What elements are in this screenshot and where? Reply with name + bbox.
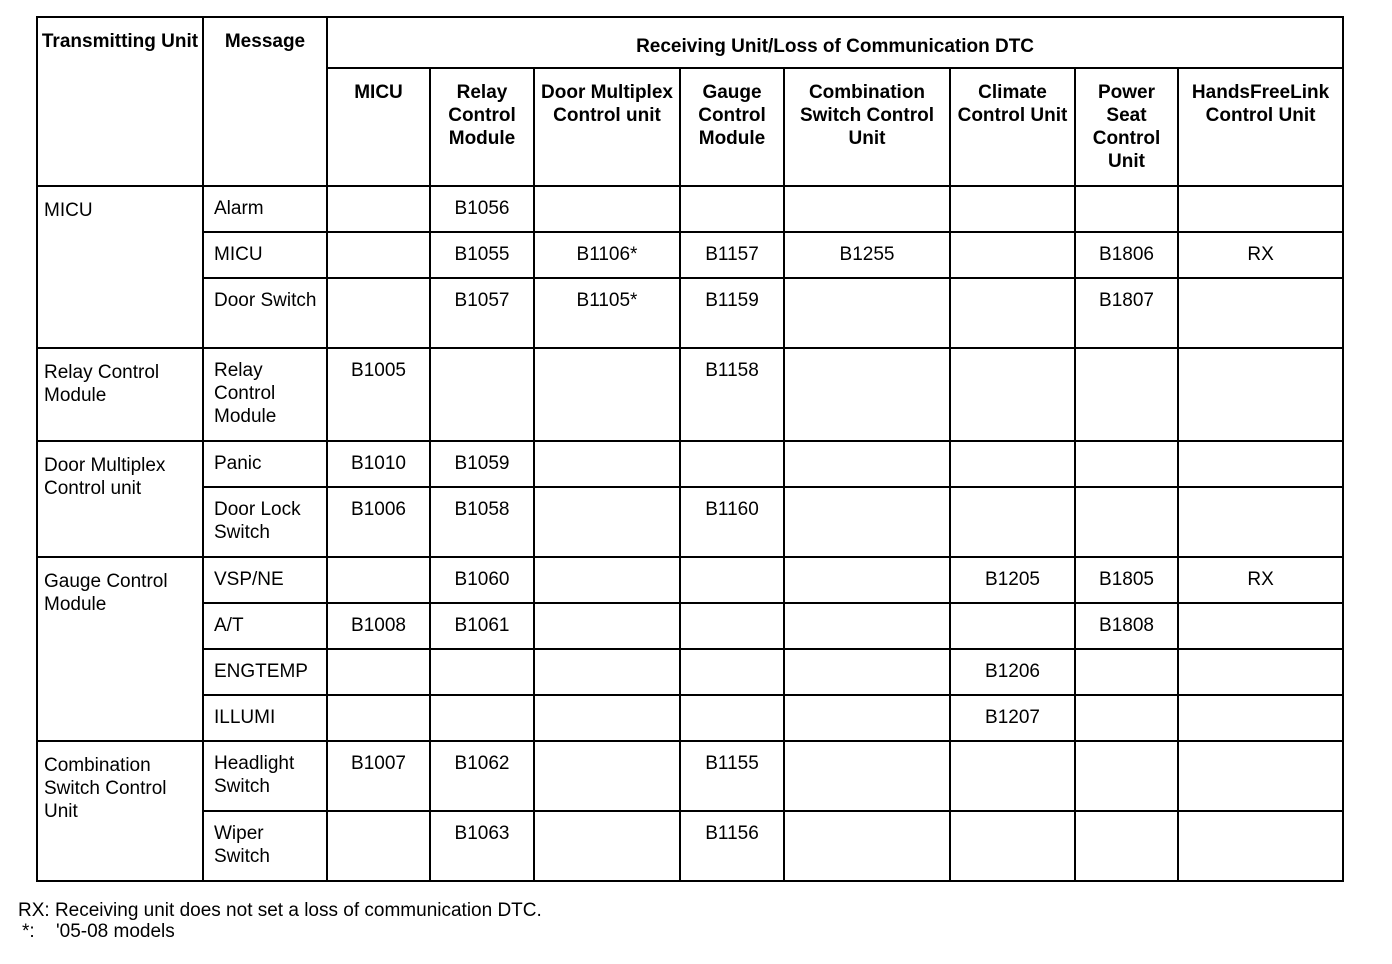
legend-asterisk-note — [22, 920, 175, 943]
dtc-cell — [430, 348, 534, 441]
dtc-cell — [534, 649, 680, 695]
dtc-cell: B1007 — [327, 741, 430, 811]
legend-rx-note: RX: Receiving unit does not set a loss of communication DTC. — [18, 900, 542, 921]
message-cell: Panic — [203, 441, 327, 487]
dtc-cell — [327, 278, 430, 348]
transmitting-unit-cell: Combination Switch Control Unit — [37, 741, 203, 881]
dtc-cell — [680, 649, 784, 695]
dtc-cell — [784, 348, 950, 441]
dtc-cell — [327, 186, 430, 232]
dtc-cell — [534, 186, 680, 232]
transmitting-unit-cell: MICU — [37, 186, 203, 348]
dtc-cell: B1010 — [327, 441, 430, 487]
dtc-cell — [950, 278, 1075, 348]
dtc-cell — [1178, 695, 1343, 741]
message-cell: Door Switch — [203, 278, 327, 348]
legend-asterisk-key: *: — [22, 921, 35, 942]
dtc-cell — [784, 603, 950, 649]
dtc-cell — [1075, 441, 1178, 487]
dtc-cell — [430, 649, 534, 695]
dtc-cell — [327, 695, 430, 741]
dtc-cell — [534, 811, 680, 881]
dtc-cell — [1178, 186, 1343, 232]
dtc-cell — [327, 811, 430, 881]
dtc-cell: B1060 — [430, 557, 534, 603]
dtc-cell — [534, 603, 680, 649]
dtc-cell — [1178, 741, 1343, 811]
dtc-cell — [784, 441, 950, 487]
dtc-cell — [327, 557, 430, 603]
table-row — [37, 741, 1343, 811]
dtc-cell: B1106* — [534, 232, 680, 278]
dtc-cell: B1105* — [534, 278, 680, 348]
dtc-cell: B1157 — [680, 232, 784, 278]
transmitting-unit-cell: Relay Control Module — [37, 348, 203, 441]
dtc-cell: B1008 — [327, 603, 430, 649]
message-cell: A/T — [203, 603, 327, 649]
dtc-cell — [680, 441, 784, 487]
dtc-cell: B1155 — [680, 741, 784, 811]
table-row — [37, 278, 1343, 348]
dtc-cell: B1055 — [430, 232, 534, 278]
dtc-cell — [784, 487, 950, 557]
header-col-micu: MICU — [327, 68, 430, 186]
dtc-cell — [950, 603, 1075, 649]
header-col-door-multiplex: Door Multiplex Control unit — [534, 68, 680, 186]
dtc-cell: B1159 — [680, 278, 784, 348]
dtc-cell: B1807 — [1075, 278, 1178, 348]
dtc-cell: B1808 — [1075, 603, 1178, 649]
dtc-cell — [327, 649, 430, 695]
dtc-cell — [534, 557, 680, 603]
dtc-cell: B1160 — [680, 487, 784, 557]
dtc-cell — [1075, 487, 1178, 557]
dtc-cell: B1056 — [430, 186, 534, 232]
legend-asterisk-text: '05-08 models — [56, 921, 175, 942]
header-transmitting-unit: Transmitting Unit — [37, 17, 203, 186]
dtc-cell — [950, 232, 1075, 278]
dtc-cell: B1006 — [327, 487, 430, 557]
dtc-cell: B1057 — [430, 278, 534, 348]
dtc-cell — [1178, 348, 1343, 441]
table-row — [37, 441, 1343, 487]
transmitting-unit-cell: Gauge Control Module — [37, 557, 203, 741]
dtc-cell: B1206 — [950, 649, 1075, 695]
dtc-cell — [1178, 649, 1343, 695]
dtc-cell: B1158 — [680, 348, 784, 441]
header-message: Message — [203, 17, 327, 186]
dtc-cell: B1062 — [430, 741, 534, 811]
table-row — [37, 811, 1343, 881]
dtc-cell — [680, 186, 784, 232]
dtc-cell — [534, 741, 680, 811]
dtc-cell — [950, 487, 1075, 557]
dtc-cell: B1207 — [950, 695, 1075, 741]
dtc-cell: B1805 — [1075, 557, 1178, 603]
table-row — [37, 557, 1343, 603]
dtc-cell — [1075, 186, 1178, 232]
dtc-cell — [1075, 811, 1178, 881]
dtc-cell — [950, 811, 1075, 881]
dtc-cell — [784, 741, 950, 811]
dtc-cell — [680, 557, 784, 603]
dtc-cell: B1063 — [430, 811, 534, 881]
header-col-combination-switch: Combination Switch Control Unit — [784, 68, 950, 186]
dtc-cell — [1178, 487, 1343, 557]
dtc-cell — [1075, 348, 1178, 441]
dtc-cell — [430, 695, 534, 741]
dtc-cell — [1075, 649, 1178, 695]
dtc-cell — [784, 557, 950, 603]
dtc-cell — [784, 695, 950, 741]
dtc-cell: B1058 — [430, 487, 534, 557]
dtc-cell — [327, 232, 430, 278]
dtc-cell — [680, 603, 784, 649]
message-cell: VSP/NE — [203, 557, 327, 603]
dtc-cell: RX — [1178, 232, 1343, 278]
message-cell: Door Lock Switch — [203, 487, 327, 557]
dtc-cell — [950, 348, 1075, 441]
dtc-cell: B1156 — [680, 811, 784, 881]
dtc-cell — [1178, 278, 1343, 348]
dtc-cell — [950, 441, 1075, 487]
header-col-handsfreelink: HandsFreeLink Control Unit — [1178, 68, 1343, 186]
dtc-cell — [1075, 695, 1178, 741]
dtc-cell: B1059 — [430, 441, 534, 487]
table-row — [37, 603, 1343, 649]
dtc-cell — [784, 811, 950, 881]
table-row — [37, 348, 1343, 441]
message-cell: Wiper Switch — [203, 811, 327, 881]
header-receiving-unit: Receiving Unit/Loss of Communication DTC — [327, 17, 1343, 68]
table-row — [37, 232, 1343, 278]
dtc-cell — [1178, 603, 1343, 649]
header-col-climate-control: Climate Control Unit — [950, 68, 1075, 186]
dtc-table — [36, 16, 1344, 882]
dtc-cell — [784, 278, 950, 348]
message-cell: MICU — [203, 232, 327, 278]
message-cell: Alarm — [203, 186, 327, 232]
dtc-cell — [950, 741, 1075, 811]
transmitting-unit-cell: Door Multiplex Control unit — [37, 441, 203, 557]
dtc-cell: B1005 — [327, 348, 430, 441]
dtc-cell — [784, 649, 950, 695]
header-col-gauge-control-module: Gauge Control Module — [680, 68, 784, 186]
table-row — [37, 695, 1343, 741]
dtc-cell — [950, 186, 1075, 232]
message-cell: Relay Control Module — [203, 348, 327, 441]
dtc-cell — [680, 695, 784, 741]
table-row — [37, 186, 1343, 232]
dtc-cell — [784, 186, 950, 232]
header-col-relay-control-module: Relay Control Module — [430, 68, 534, 186]
dtc-cell — [534, 487, 680, 557]
dtc-cell — [534, 441, 680, 487]
dtc-cell — [534, 348, 680, 441]
message-cell: ILLUMI — [203, 695, 327, 741]
table-row — [37, 487, 1343, 557]
dtc-cell: B1255 — [784, 232, 950, 278]
dtc-cell — [534, 695, 680, 741]
dtc-cell: B1806 — [1075, 232, 1178, 278]
message-cell: Headlight Switch — [203, 741, 327, 811]
header-col-power-seat: Power Seat Control Unit — [1075, 68, 1178, 186]
table-row — [37, 649, 1343, 695]
message-cell: ENGTEMP — [203, 649, 327, 695]
dtc-cell: B1205 — [950, 557, 1075, 603]
dtc-cell — [1178, 811, 1343, 881]
dtc-cell: RX — [1178, 557, 1343, 603]
dtc-cell: B1061 — [430, 603, 534, 649]
dtc-cell — [1075, 741, 1178, 811]
dtc-cell — [1178, 441, 1343, 487]
